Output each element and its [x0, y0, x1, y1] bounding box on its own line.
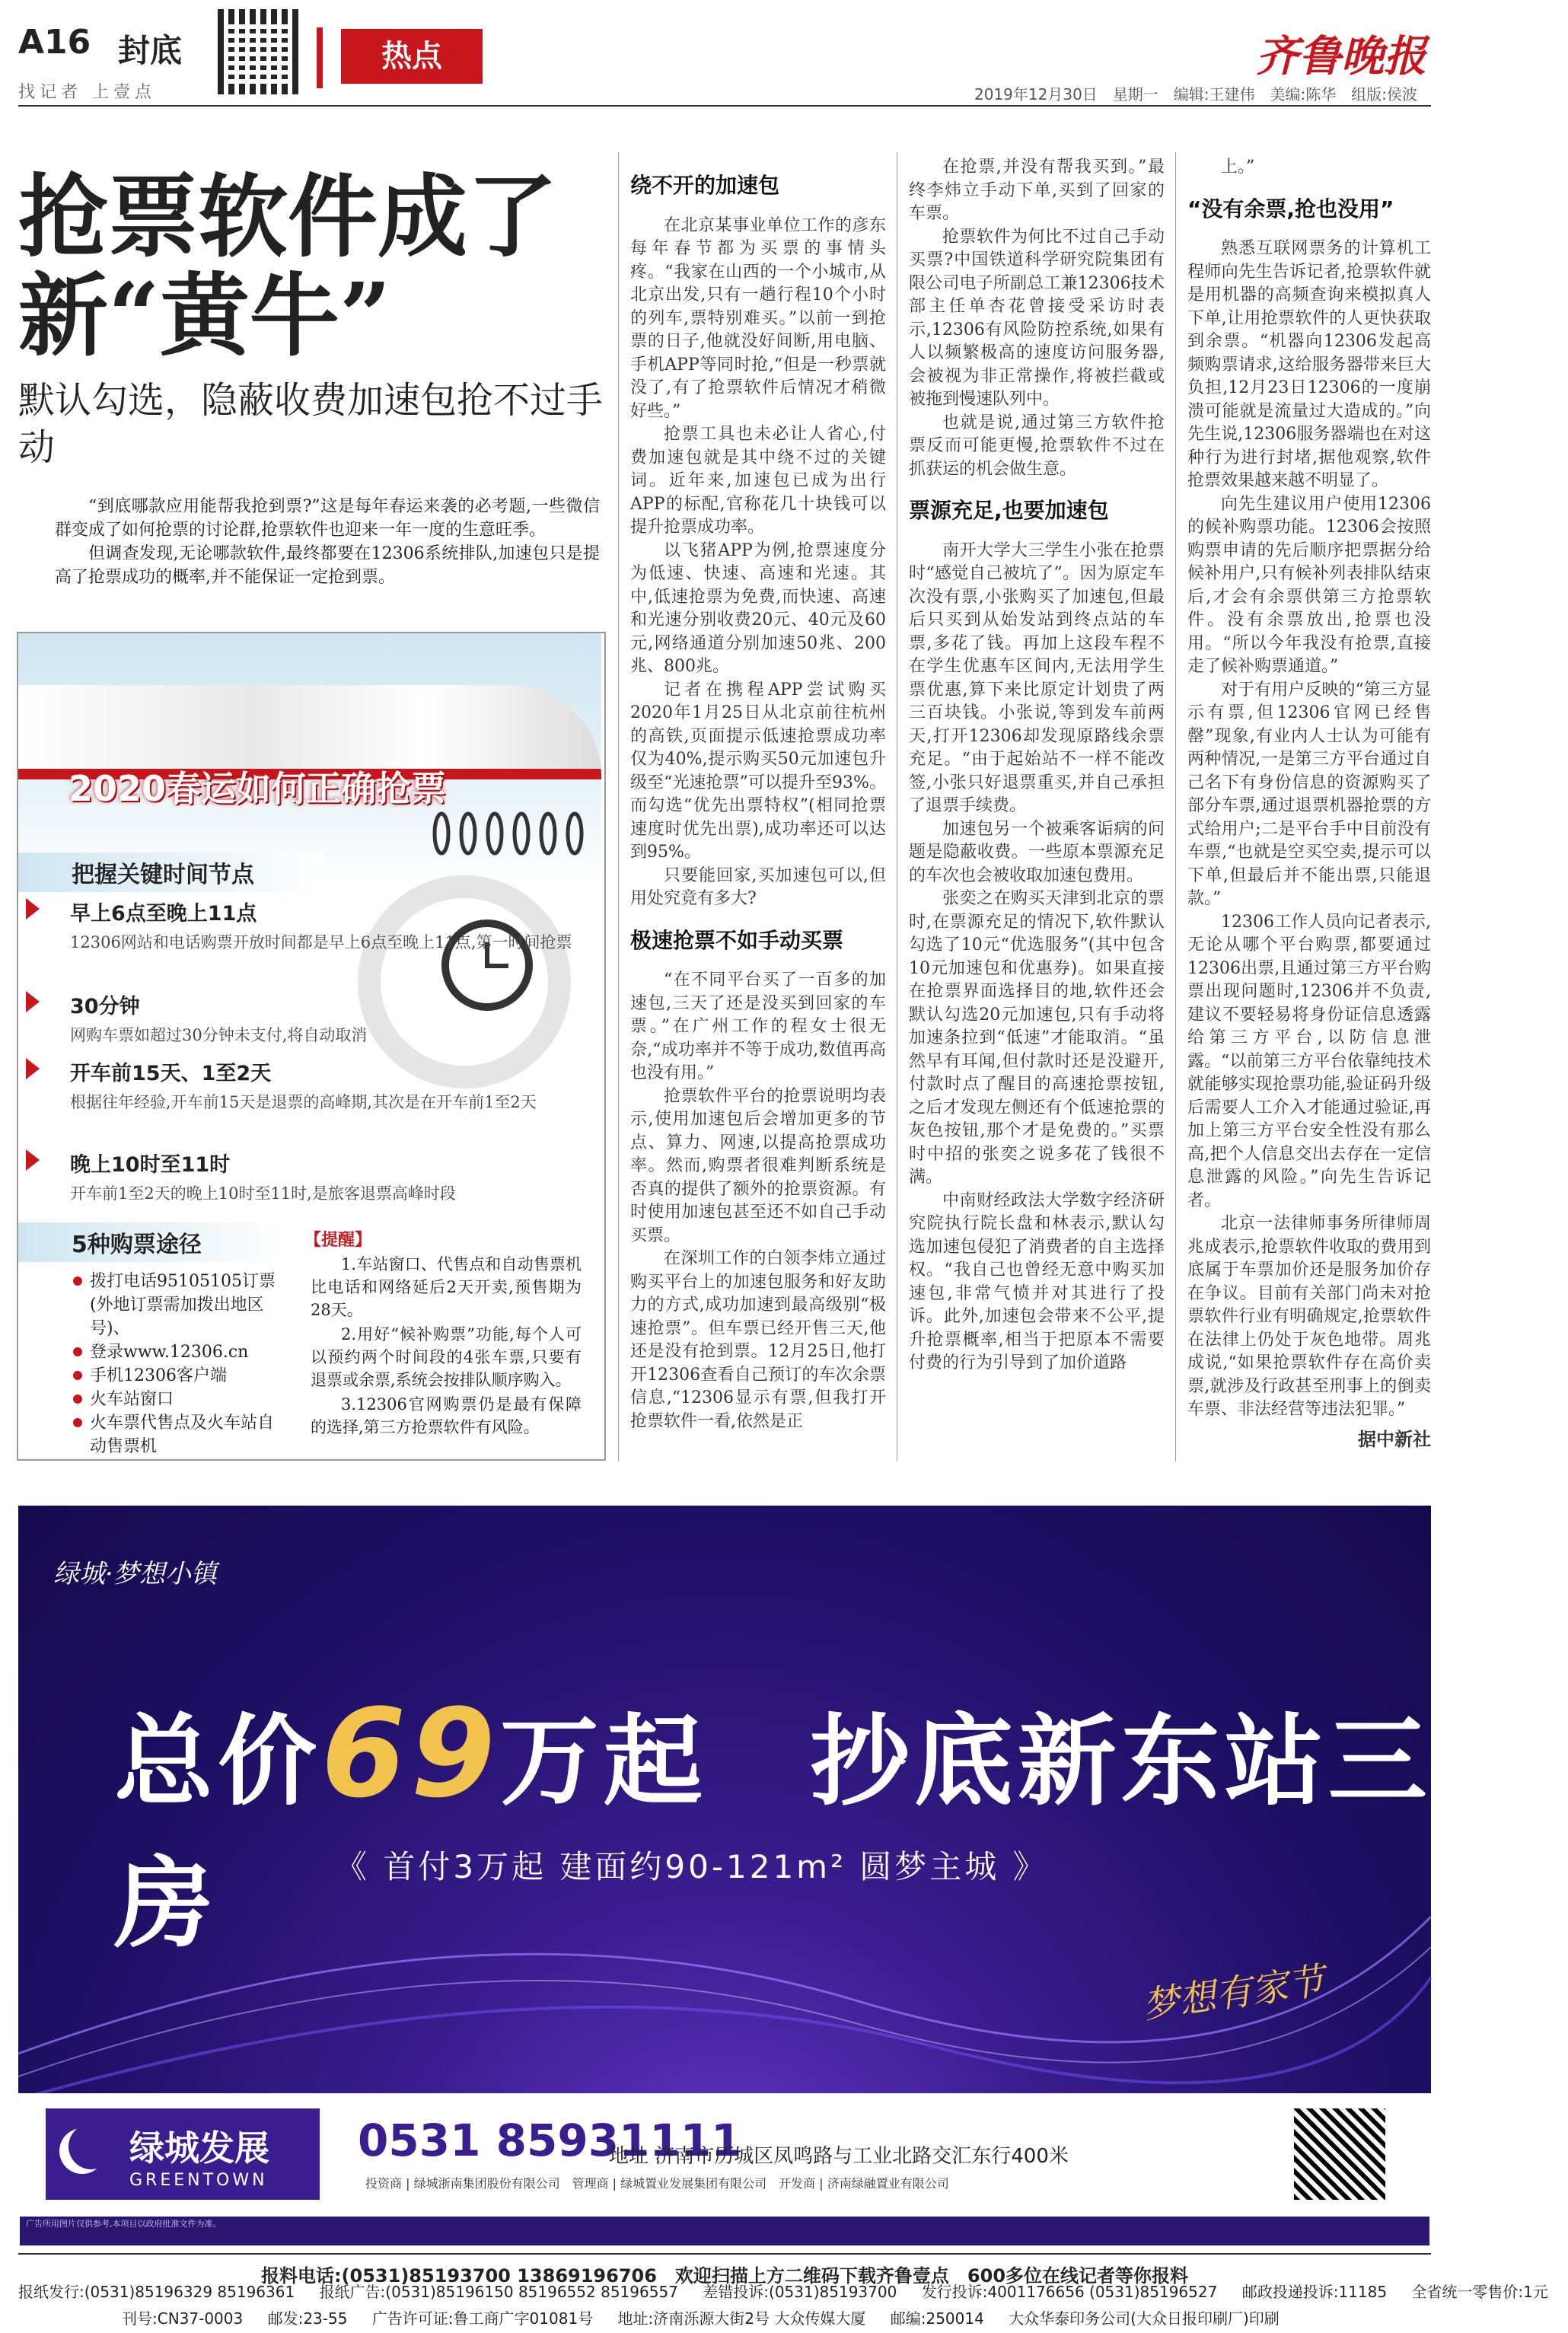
qr-code-pattern — [228, 20, 292, 84]
body-paragraph: 只要能回家,买加速包可以,但用处究竟有多大? — [630, 865, 886, 908]
arrow-icon — [26, 1058, 40, 1079]
footer-item: 全省统一零售价:1元 — [1411, 2283, 1548, 2301]
body-paragraph: 对于有用户反映的“第三方显示有票,但12306官网已经售罄”现象,有业内人士认为可能有两种情况,一是第三方平台通过自己名下有身份信息的资源购买了部分车票,通过退票机器抢票的方式给用户;二是平台手中目前没有车票,“也就是空买空卖,提示可以下单,但最后并不能出票,只能退款。” — [1187, 680, 1431, 908]
ad-developers: 投资商 | 绿城浙南集团股份有限公司 管理商 | 绿城置业发展集团有限公司 开发商 | 济南绿融置业有限公司 — [365, 2176, 949, 2191]
body-paragraph: 熟悉互联网票务的计算机工程师向先生告诉记者,抢票软件就是用机器的高频查询来模拟真人下单,让用抢票软件的人更快获取到余票。“机器向12306发起高频购票请求,这给服务器带来巨大负担,12月23日12306的一度崩溃可能就是流量过大造成的。”向先生说,12306服务器端也在对这种行为进行封堵,据他观察,软件抢票效果越来越不明显了。 — [1187, 239, 1431, 490]
body-paragraph: 张奕之在购买天津到北京的票时,在票源充足的情况下,软件默认勾选了10元“优选服务”(其中包含10元加速包和优惠券)。如果直接在抢票界面选择目的地,软件还会默认勾选20元加速包,只有手动将加速条拉到“低速”才能取消。“虽然早有耳闻,但付款时还是没避开,付款时点了醒目的高速抢票按钮,之后才发现左侧还有个低速抢票的灰色按钮,那个才是免费的。”买票时中招的张奕之说多花了钱很不满。 — [909, 889, 1165, 1187]
body-paragraph: 向先生建议用户使用12306的候补购票功能。12306会按照购票申请的先后顺序把票据分给候补用户,只有候补列表排队结束后,才会有余票供第三方抢票软件。没有余票放出,抢票也没用。“所以今年我没有抢票,直接走了候补购票通道。” — [1187, 494, 1431, 676]
section-name: 封底 — [118, 32, 183, 69]
channel-item: 拨打电话95105105订票(外地订票需加拨出地区号)、 — [73, 1270, 279, 1340]
body-paragraph: 抢票软件平台的抢票说明均表示,使用加速包后会增加更多的节点、算力、网速,以提高抢票成功率。然而,购票者很难判断系统是否真的提供了额外的抢票资源。有时使用加速包甚至还不如自己手动买票。 — [630, 1086, 886, 1245]
greentown-logo: 绿城发展 — [46, 2108, 320, 2200]
arrow-icon — [26, 898, 40, 919]
footer-item: 邮编:250014 — [890, 2309, 984, 2328]
ad-phone[interactable]: 0531 85931111 — [358, 2115, 742, 2166]
footer-item: 广告许可证:鲁工商广字01081号 — [371, 2309, 594, 2328]
body-paragraph: 加速包另一个被乘客诟病的问题是隐蔽收费。一些原本票源充足的车次也会被收取加速包费用。 — [909, 819, 1165, 885]
body-paragraph: 12306工作人员向记者表示,无论从哪个平台购票,都要通过12306出票,且通过第三方平台购票出现问题时,12306并不负责,建议不要轻易将身份证信息透露给第三方平台,以防信息泄露。“以前第三方平台依靠纯技术就能够实现抢票功能,验证码升级后需要人工介入才能通过验证,再加上第三方平台安全性没有那么高,把个人信息交出去存在一定信息泄露的风险。”向先生告诉记者。 — [1187, 912, 1431, 1210]
ad-slogan: 梦想有家节 — [1139, 1959, 1327, 2028]
timing-item-heading: 开车前15天、1至2天 — [70, 1062, 272, 1085]
infobox-title: 2020春运如何正确抢票 — [69, 768, 447, 809]
timing-item-body: 12306网站和电话购票开放时间都是早上6点至晚上11点,第一时间抢票 — [70, 933, 572, 951]
body-paragraph: 上。” — [1221, 158, 1255, 177]
footer-item: 邮政投递投诉:11185 — [1241, 2283, 1388, 2301]
channel-item: 火车站窗口 — [73, 1388, 279, 1411]
channel-section — [18, 1222, 285, 1262]
timing-item-heading: 晚上10时至11时 — [70, 1153, 231, 1177]
article-byline: 据中新社 — [1358, 1428, 1431, 1450]
timing-section-title: 把握关键时间节点 — [18, 853, 323, 892]
article-column-1 — [630, 156, 886, 1465]
article-subheadline: 默认勾选，隐蔽收费加速包抢不过手动 — [18, 379, 604, 469]
channel-item: 登录www.12306.cn — [73, 1340, 279, 1364]
timing-section — [18, 853, 323, 892]
timing-item — [26, 897, 572, 954]
column-divider — [1175, 152, 1176, 1461]
tipline-footer: 报料电话:(0531)85193700 13869196706 欢迎扫描上方二维码下载齐鲁壹点 600多位在线记者等你报料 — [18, 2253, 1431, 2287]
footer-item: 报纸发行:(0531)85196329 85196361 — [18, 2283, 295, 2301]
imprint-footer — [122, 2306, 1416, 2328]
ad-subline: 《 首付3万起 建面约90-121m² 圆梦主城 》 — [335, 1848, 1048, 1885]
contact-footer — [18, 2280, 1548, 2302]
tips-label: 【提醒】 — [304, 1231, 372, 1250]
ad-headline — [114, 1682, 1449, 1967]
footer-item: 报纸广告:(0531)85196150 85196552 85196557 — [319, 2283, 678, 2301]
timing-item — [26, 1057, 559, 1114]
tip-item: 1.车站窗口、代售点和自动售票机比电话和网络延后2天开卖,预售期为28天。 — [311, 1255, 582, 1319]
timing-item-body: 根据往年经验,开车前15天是退票的高峰期,其次是在开车前1至2天 — [70, 1093, 537, 1111]
ad-brand: 绿城·梦想小镇 — [53, 1559, 217, 1589]
moon-icon — [69, 2124, 114, 2169]
ad-qr-code-icon[interactable] — [1294, 2108, 1385, 2200]
footer-item: 邮发:23-55 — [267, 2309, 348, 2328]
footer-item: 差错投诉:(0531)85193700 — [703, 2283, 897, 2301]
channel-list — [73, 1270, 279, 1458]
tag-accent-bar — [317, 27, 323, 88]
article-headline: 抢票软件成了新“黄牛” — [18, 164, 558, 368]
ad-headline-suffix: 万起 抄底新东站三房 — [114, 1704, 1432, 1962]
body-paragraph: 在深圳工作的白领李炜立通过购买平台上的加速包服务和好友助力的方式,成功加速到最高级别“极速抢票”。但车票已经开售三天,他还是没有抢到票。12月25日,他打开12306查看自己预订的车次余票信息,“12306显示有票,但我打开抢票软件一看,依然是正 — [630, 1249, 886, 1431]
page-number: A16 — [18, 23, 91, 62]
timing-item-heading: 30分钟 — [70, 995, 140, 1018]
column-divider — [618, 152, 619, 1461]
footer-item: 刊号:CN37-0003 — [122, 2309, 244, 2328]
ad-headline-prefix: 总价 — [114, 1704, 322, 1819]
channel-section-title: 5种购票途径 — [18, 1222, 285, 1262]
body-paragraph: 记者在携程APP尝试购买2020年1月25日从北京前往杭州的高铁,页面提示低速抢票成功率仅为40%,提示购买50元加速包升级至“光速抢票”可以提升至93%。而勾选“优先出票特权”(相同抢票速度时优先出票),成功率还可以达到95%。 — [630, 680, 886, 862]
body-paragraph: 中南财经政法大学数字经济研究院执行院长盘和林表示,默认勾选加速包侵犯了消费者的自主选择权。“我自己也曾经无意中购买加速包,非常气愤并对其进行了投诉。此外,加速包会带来不公平,提升抢票概率,相当于把原本不需要付费的行为引导到了加价道路 — [909, 1190, 1165, 1372]
body-paragraph: 抢票工具也未必让人省心,付费加速包就是其中绕不过的关键词。近年来,加速包已成为出行APP的标配,官称花几十块钱可以提升抢票成功率。 — [630, 425, 886, 537]
tips-list — [311, 1253, 582, 1440]
timing-item — [26, 990, 559, 1047]
timing-item-body: 开车前1至2天的晚上10时至11时,是旅客退票高峰时段 — [70, 1184, 456, 1203]
body-paragraph: 抢票软件为何比不过自己手动买票?中国铁道科学研究院集团有限公司电子所副总工兼12306技术部主任单杏花曾接受采访时表示,12306有风险防控系统,如果有人以频繁极高的速度访问服务器,会被视为非正常操作,将被拦截或被拖到慢速队列中。 — [909, 227, 1165, 409]
hot-topic-tag: 热点 — [341, 29, 483, 84]
subhead-speed-pack: 绕不开的加速包 — [630, 173, 780, 198]
body-paragraph: “在不同平台买了一百多的加速包,三天了还是没买到回家的车票。”在广州工作的程女士很无奈,“成功率并不等于成功,数值再高也没有用。” — [630, 970, 886, 1082]
body-paragraph: 在北京某事业单位工作的彦东每年春节都为买票的事情头疼。“我家在山西的一个小城市,从北京出发,只有一趟行程10个小时的列车,票特别难买。”以前一到抢票的日子,他就没好间断,用电脑、手机APP等同时抢,“但是一秒票就没了,有了抢票软件后情况才稍微好些。” — [630, 215, 886, 421]
footer-item: 大众华泰印务公司(大众日报印刷厂)印刷 — [1009, 2309, 1280, 2328]
subhead-manual-better: 极速抢票不如手动买票 — [630, 927, 844, 953]
ad-address: 地址 济南市历城区凤鸣路与工业北路交汇东行400米 — [609, 2145, 1069, 2168]
body-paragraph: 在抢票,并没有帮我买到。”最终李炜立手动下单,买到了回家的车票。 — [909, 158, 1165, 223]
tip-item: 3.12306官网购票仍是最有保障的选择,第三方抢票软件有风险。 — [311, 1395, 582, 1436]
channel-item: 手机12306客户端 — [73, 1364, 279, 1388]
footer-item: 地址:济南泺源大街2号 大众传媒大厦 — [617, 2309, 866, 2328]
tip-item: 2.用好“候补购票”功能,每个人可以预约两个时间段的4张车票,只要有退票或余票,系统会按排队顺序购入。 — [311, 1325, 582, 1389]
header-rule — [18, 105, 1431, 107]
body-paragraph: 南开大学大三学生小张在抢票时“感觉自己被坑了”。因为原定车次没有票,小张购买了加速包,但最后只买到从始发站到终点站的车票,多花了钱。再加上这段车程不在学生优惠车区间内,无法用学生票优惠,算下来比原定计划贵了两三百块钱。小张说,等到发车前两天,打开12306却发现原路线余票充足。“由于起始站不一样不能改签,小张只好退票重买,并自己承担了退票手续费。 — [909, 540, 1165, 815]
arrow-icon — [26, 1149, 40, 1171]
date-editor-line: 2019年12月30日 星期一 编辑:王建伟 美编:陈华 组版:侯波 — [974, 85, 1418, 104]
article-lead — [55, 495, 600, 589]
greentown-logo-sub: GREENTOWN — [129, 2171, 268, 2190]
timing-item-heading: 早上6点至晚上11点 — [70, 902, 257, 926]
lead-paragraph: 但调查发现,无论哪款软件,最终都要在12306系统排队,加速包只是提高了抢票成功的概率,并不能保证一定抢到票。 — [55, 544, 600, 587]
article-column-2 — [909, 156, 1165, 1465]
section-slogan: 找记者 上壹点 — [18, 83, 156, 102]
arrow-icon — [26, 991, 40, 1012]
body-paragraph: 北京一法律师事务所律师周兆成表示,抢票软件收取的费用到底属于车票加价还是服务加价存在争议。目前有关部门尚未对抢票软件行业有明确规定,抢票软件在法律上仍处于灰色地带。周兆成说,“如果抢票软件存在高价卖票,就涉及行政甚至刑事上的倒卖车票、非法经营等违法犯罪。” — [1187, 1214, 1431, 1419]
body-paragraph: 也就是说,通过第三方软件抢票反而可能更慢,抢票软件不过在抓获运的机会做生意。 — [909, 413, 1165, 479]
timing-item — [26, 1148, 559, 1205]
subhead-no-tickets: “没有余票,抢也没用” — [1187, 196, 1394, 222]
ad-price-number: 69 — [321, 1682, 500, 1825]
subhead-ample-tickets: 票源充足,也要加速包 — [909, 498, 1109, 523]
lead-paragraph: “到底哪款应用能帮我抢到票?”这是每年春运来袭的必考题,一些微信群变成了如何抢票的讨论群,抢票软件也迎来一年一度的生意旺季。 — [55, 497, 600, 540]
body-paragraph: 以飞猪APP为例,抢票速度分为低速、快速、高速和光速。其中,低速抢票为免费,而快速、高速和光速分别收费20元、40元及60元,网络通道分别加速50兆、200兆、800兆。 — [630, 540, 886, 676]
footer-item: 发行投诉:4001176656 (0531)85196527 — [921, 2283, 1218, 2301]
channel-item: 火车票代售点及火车站自动售票机 — [73, 1411, 279, 1458]
ad-legal-text: 广告所用图片仅供参考,本项目以政府批准文件为准。 — [20, 2217, 1429, 2245]
calendar-rings-icon — [426, 807, 586, 860]
article-column-3 — [1187, 156, 1431, 1465]
newspaper-masthead: 齐鲁晚报 — [1256, 31, 1426, 81]
timing-item-body: 网购车票如超过30分钟未支付,将自动取消 — [70, 1026, 368, 1044]
